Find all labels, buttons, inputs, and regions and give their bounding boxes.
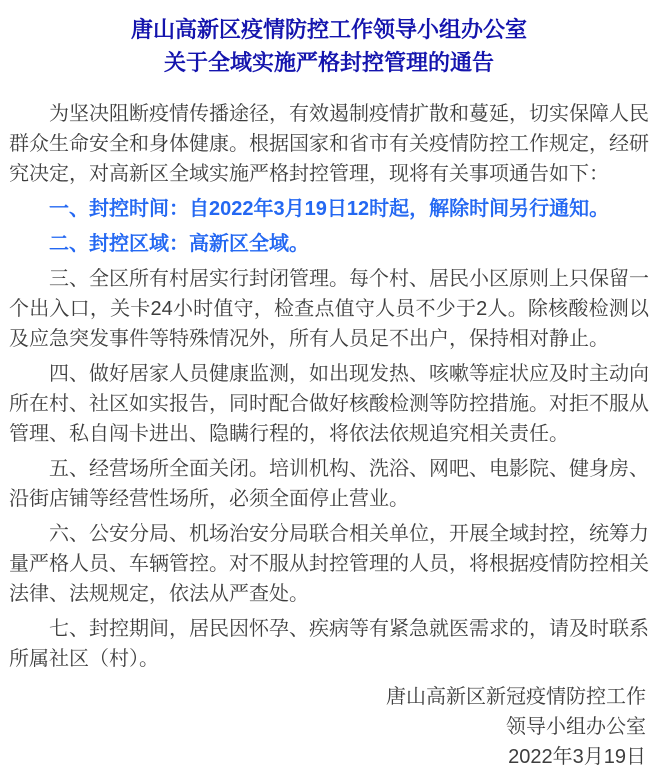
signature-org-line1: 唐山高新区新冠疫情防控工作	[386, 686, 646, 708]
notice-item-7-emergency-medical: 七、封控期间，居民因怀孕、疾病等有紧急就医需求的，请及时联系所属社区（村）。	[9, 618, 649, 670]
signature-block	[9, 682, 649, 772]
notice-title-line2: 关于全域实施严格封控管理的通告	[163, 50, 494, 75]
notice-item-3-closed-management: 三、全区所有村居实行封闭管理。每个村、居民小区原则上只保留一个出入口，关卡24小时值守，检查点值守人员不少于2人。除核酸检测以及应急突发事件等特殊情况外，所有人员足不出户，保持相对静止。	[9, 268, 649, 350]
signature-date: 2022年3月19日	[508, 746, 646, 768]
notice-item-2-lockdown-area: 二、封控区域：高新区全域。	[49, 233, 309, 255]
notice-title-line1: 唐山高新区疫情防控工作领导小组办公室	[130, 17, 527, 42]
notice-item-4-health-monitoring: 四、做好居家人员健康监测，如出现发热、咳嗽等症状应及时主动向所在村、社区如实报告，同时配合做好核酸检测等防控措施。对拒不服从管理、私自闯卡进出、隐瞒行程的，将依法依规追究相关责任。	[9, 363, 649, 445]
notice-body	[9, 99, 649, 674]
notice-title	[9, 13, 649, 79]
signature-org-line2: 领导小组办公室	[506, 716, 646, 738]
notice-item-1-lockdown-time: 一、封控时间：自2022年3月19日12时起，解除时间另行通知。	[49, 198, 610, 220]
notice-item-5-business-closure: 五、经营场所全面关闭。培训机构、洗浴、网吧、电影院、健身房、沿街店铺等经营性场所，必须全面停止营业。	[9, 458, 649, 510]
intro-paragraph: 为坚决阻断疫情传播途径，有效遏制疫情扩散和蔓延，切实保障人民群众生命安全和身体健康。根据国家和省市有关疫情防控工作规定，经研究决定，对高新区全域实施严格封控管理，现将有关事项通告如下：	[9, 103, 649, 185]
notice-item-6-police-enforcement: 六、公安分局、机场治安分局联合相关单位，开展全域封控，统筹力量严格人员、车辆管控。对不服从封控管理的人员，将根据疫情防控相关法律、法规规定，依法从严查处。	[9, 523, 649, 605]
